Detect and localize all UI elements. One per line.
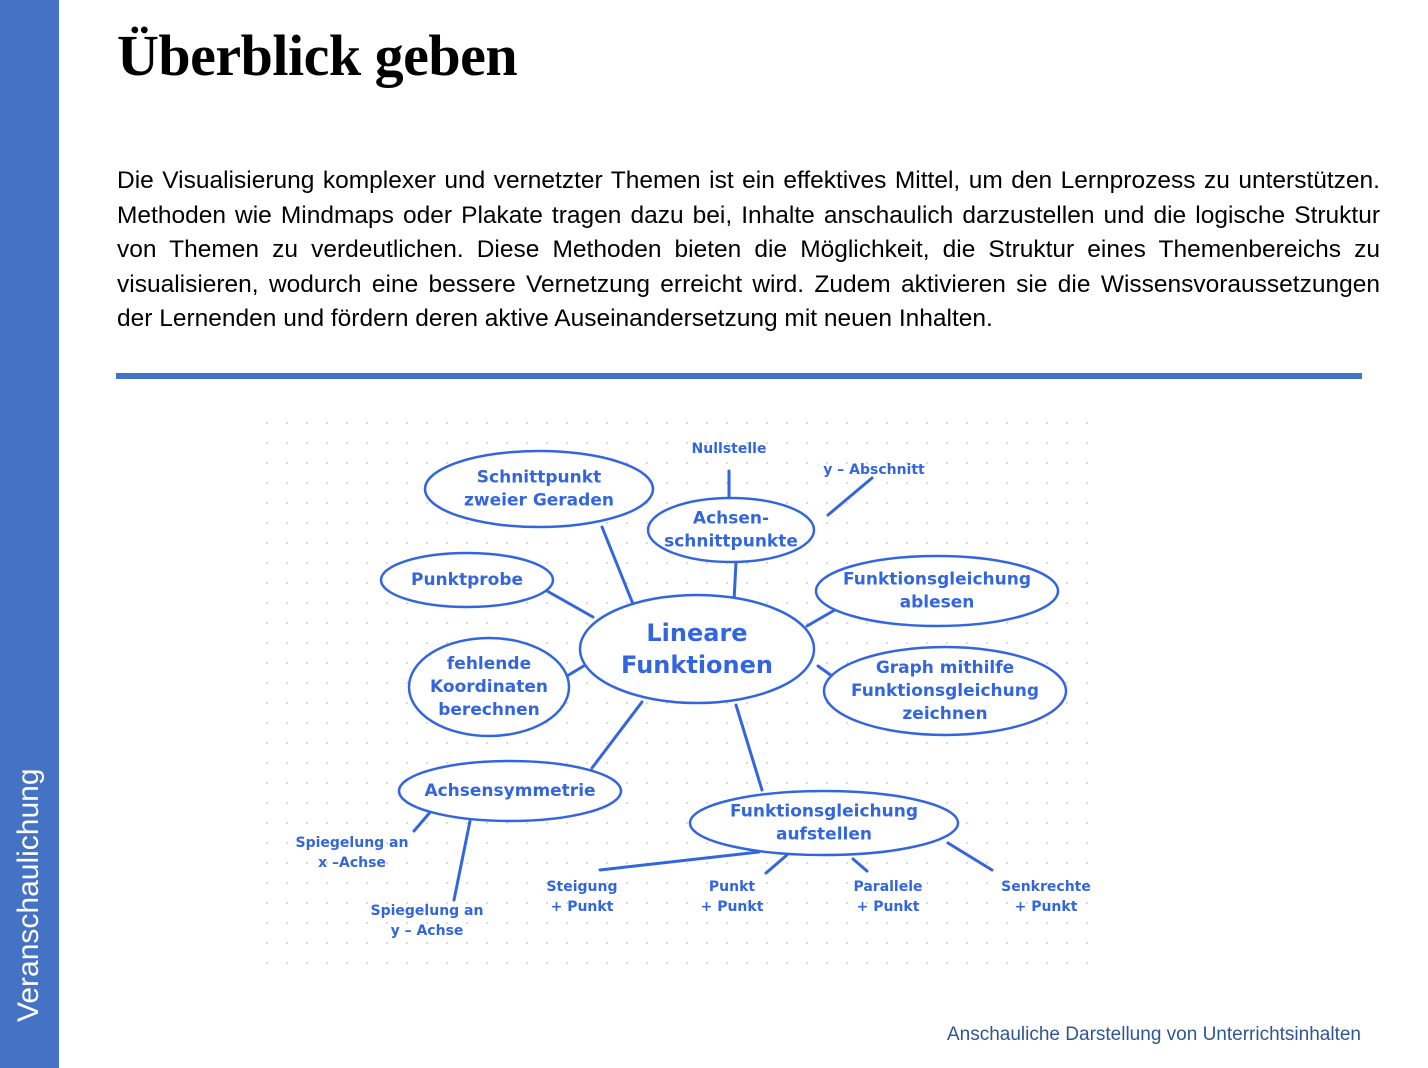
mindmap-node-achsen <box>648 498 814 562</box>
node-label: Funktionsgleichung <box>842 569 1032 590</box>
node-label: + Punkt <box>700 899 764 915</box>
node-label: zeichnen <box>902 704 988 724</box>
node-label: Lineare <box>646 619 748 647</box>
mindmap-node-symmetrie <box>399 761 621 821</box>
node-label: y – Achse <box>390 923 464 939</box>
sidebar <box>0 0 59 1068</box>
footer-text: Anschauliche Darstellung von Unterrichtsinhalten <box>946 1024 1361 1045</box>
node-label: x –Achse <box>318 855 386 871</box>
mindmap-node-schnittpunkt <box>425 451 653 527</box>
node-label: Funktionsgleichung <box>850 681 1040 701</box>
mindmap-node-graph <box>824 647 1066 735</box>
node-label: Spiegelung an <box>295 835 409 851</box>
node-label: Koordinaten <box>430 677 548 697</box>
node-label: Parallele <box>853 879 923 895</box>
divider <box>116 373 1362 379</box>
node-label: + Punkt <box>1014 899 1078 915</box>
page-title: Überblick geben <box>117 23 518 88</box>
mindmap-diagram <box>262 418 1092 968</box>
node-label: Achsensymmetrie <box>424 781 596 801</box>
node-label: ablesen <box>899 592 975 613</box>
node-label: Funktionen <box>621 651 773 679</box>
node-label: Schnittpunkt <box>476 467 602 488</box>
node-label: aufstellen <box>775 824 873 845</box>
node-ellipse <box>425 451 653 527</box>
node-label: Punktprobe <box>410 570 524 590</box>
node-label: Steigung <box>546 879 618 895</box>
mindmap-node-fehlende <box>409 638 569 736</box>
node-label: y – Abschnitt <box>823 462 925 478</box>
node-label: Funktionsgleichung <box>729 801 919 822</box>
mindmap-node-ablesen <box>816 556 1058 626</box>
node-label: berechnen <box>438 700 540 720</box>
node-label: zweier Geraden <box>464 490 614 511</box>
mindmap-node-punktprobe <box>381 553 553 607</box>
mindmap-node-center <box>580 595 814 703</box>
node-label: Spiegelung an <box>370 903 484 919</box>
mindmap-node-y-abschnitt <box>823 462 925 478</box>
mindmap-node-aufstellen <box>690 791 958 855</box>
sidebar-label: Veranschaulichung <box>12 768 45 1022</box>
node-label: Graph mithilfe <box>875 658 1015 678</box>
mindmap-link <box>734 562 736 601</box>
node-label: Punkt <box>708 879 756 895</box>
node-label: + Punkt <box>550 899 614 915</box>
node-label: Achsen- <box>692 508 770 529</box>
node-label: + Punkt <box>856 899 920 915</box>
node-label: schnittpunkte <box>664 531 798 552</box>
body-paragraph: Die Visualisierung komplexer und vernetzter Themen ist ein effektives Mittel, um den Lernprozess zu unterstützen. Methoden wie Mindmaps oder Plakate tragen dazu bei, Inhalte anschaulich darzustellen und die logische Struktur von Themen zu verdeutlichen. Diese Methoden bieten die Möglichkeit, die Struktur eines Themenbereichs zu visualisieren, wodurch eine bessere Vernetzung erreicht wird. Zudem aktivieren sie die Wissensvoraussetzungen der Lernenden und fördern deren aktive Auseinandersetzung mit neuen Inhalten. <box>117 167 1380 332</box>
mindmap-node-nullstelle <box>692 441 767 457</box>
node-ellipse <box>580 595 814 703</box>
node-label: fehlende <box>446 654 532 674</box>
node-ellipse <box>816 556 1058 626</box>
node-label: Senkrechte <box>1001 879 1091 895</box>
node-label: Nullstelle <box>691 441 767 457</box>
